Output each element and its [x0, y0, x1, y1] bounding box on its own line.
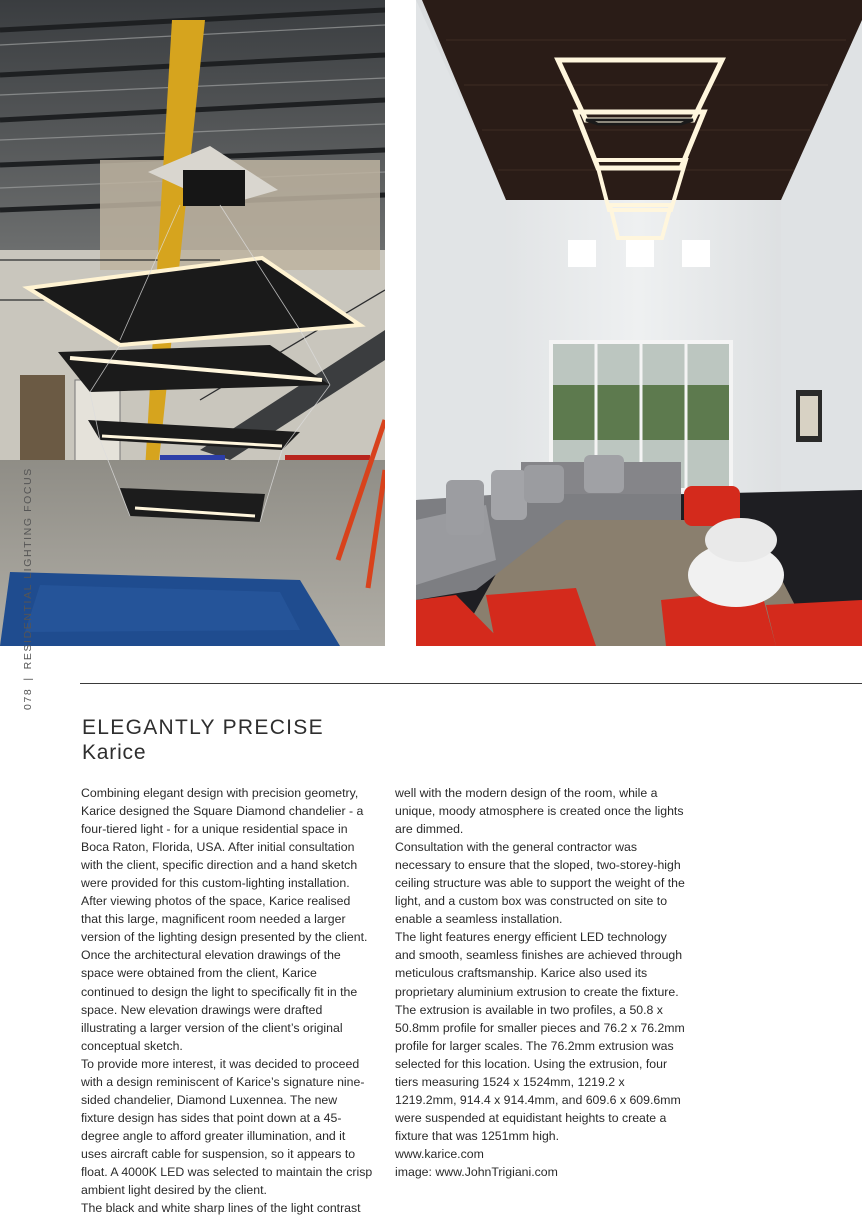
- image-credit: image: www.JohnTrigiani.com: [395, 1164, 558, 1179]
- divider-rule: [80, 683, 862, 684]
- running-footer: [22, 467, 34, 710]
- body-column-right: [395, 784, 687, 1181]
- paragraph: To provide more interest, it was decided to proceed with a design reminiscent of Karice’s signature nine-sided chandelier, Diamond Luxennea. The new fixture design has sides that point down at a 45-degree angle to afford greater illumination, and it uses aircraft cable for suspension, so it appears to float. A 4000K LED was selected to maintain the crisp ambient light desired by the client.: [81, 1056, 373, 1198]
- workshop-photo: [0, 0, 385, 646]
- living-room-illustration: [416, 0, 862, 646]
- section-name: RESIDENTIAL LIGHTING FOCUS: [22, 467, 34, 670]
- paragraph: well with the modern design of the room, while a unique, moody atmosphere is created once the lights are dimmed.: [395, 786, 684, 837]
- article-designer: Karice: [82, 741, 147, 764]
- living-room-photo: [416, 0, 862, 646]
- paragraph: Consultation with the general contractor was necessary to ensure that the sloped, two-storey-high ceiling structure was able to support the weight of the light, and a custom box was constructed on site to enable a seamless installation.: [395, 840, 685, 927]
- paragraph: Once the architectural elevation drawings of the space were obtained from the client, Karice continued to design the light to specifically fit in the space. New elevation drawings were drafted illustrating a larger version of the client’s original conceptual sketch.: [81, 948, 358, 1053]
- page-number: 078: [22, 687, 34, 710]
- paragraph: The light features energy efficient LED technology and smooth, seamless finishes are achieved through meticulous craftsmanship. Karice also used its proprietary aluminium extrusion to create the fixture. The extrusion is available in two profiles, a 50.8 x 50.8mm profile for smaller pieces and 76.2 x 76.2mm profile for larger scales. The 76.2mm extrusion was selected for this location. Using the extrusion, four tiers measuring 1524 x 1524mm, 1219.2 x 1219.2mm, 914.4 x 914.4mm, and 609.6 x 609.6mm were suspended at equidistant heights to create a fixture that was 1251mm high.: [395, 930, 685, 1143]
- paragraph: Combining elegant design with precision geometry, Karice designed the Square Diamond chandelier - a four-tiered light - for a unique residential space in Boca Raton, Florida, USA. After initial consultation with the client, specific direction and a hand sketch were provided for this custom-lighting installation. After viewing photos of the space, Karice realised that this large, magnificent room needed a larger version of the lighting design presented by the client.: [81, 786, 368, 945]
- body-column-left: [81, 784, 373, 1217]
- paragraph: The black and white sharp lines of the light contrast: [81, 1201, 361, 1216]
- article-title: ELEGANTLY PRECISE: [82, 716, 324, 739]
- website-link[interactable]: www.karice.com: [395, 1146, 484, 1161]
- workshop-illustration: [0, 0, 385, 646]
- separator: |: [22, 676, 34, 681]
